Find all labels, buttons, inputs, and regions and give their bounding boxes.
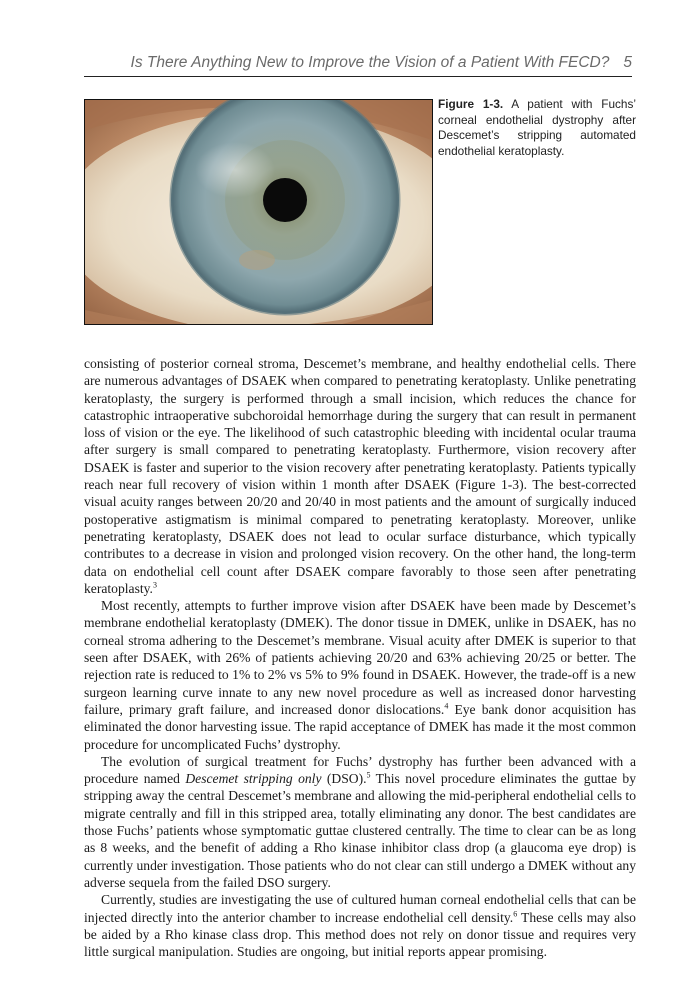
reference-3: 3: [152, 580, 157, 590]
paragraph-1: [84, 355, 636, 597]
paragraph-1-text: consisting of posterior corneal stroma, Descemet’s membrane, and healthy endothelial cells. There are numerous advantages of DSAEK when compared to penetrating keratoplasty. Unlike penetrating keratoplasty, the surgery is performed through a small incision, which reduces the chance for catastrophic intraoperative subchoroidal hemorrhage during the surgery that can result in permanent loss of vision or the eye. The likelihood of such catastrophic bleeding with incidental ocular trauma after surgery is small compared to penetrating keratoplasty. Furthermore, vision recovery after DSAEK is faster and superior to the vision recovery after penetrating keratoplasty. Patients typically reach near full recovery of vision within 1 month after DSAEK (Figure 1-3). The best-corrected visual acuity ranges between 20/20 and 20/40 in most patients and the amount of surgically induced postoperative astigmatism is minimal compared to penetrating keratoplasty. Moreover, unlike penetrating keratoplasty, DSAEK does not lead to ocular surface disturbance, which typically contributes to a decrease in vision and prolonged vision recovery. On the other hand, the long-term data on endothelial cell count after DSAEK compare favorably to those seen after penetrating keratoplasty.: [84, 356, 636, 596]
paragraph-3: [84, 753, 636, 891]
paragraph-4-end: These cells may also be aided by a Rho kinase class drop. This method does not rely on donor tissue and requires very little surgical manipulation. Studies are ongoing, but initial reports appear promising.: [84, 909, 636, 960]
eye-photograph: [84, 99, 433, 325]
reference-6: 6: [513, 908, 518, 918]
body-text: [84, 355, 636, 960]
paragraph-2-end: Eye bank donor acquisition has eliminated the donor harvesting issue. The rapid acceptance of DMEK has made it the most common procedure for uncomplicated Fuchs’ dystrophy.: [84, 701, 636, 752]
figure-caption-text: A patient with Fuchs’ corneal endothelial dystrophy after Descemet’s stripping automated endothelial keratoplasty.: [438, 97, 636, 158]
reference-5: 5: [366, 770, 371, 780]
paragraph-2-text: Most recently, attempts to further improve vision after DSAEK have been made by Descemet’s membrane endothelial keratoplasty (DMEK). The donor tissue in DMEK, unlike in DSAEK, has no corneal stroma adhering to the Descemet’s membrane. Visual acuity after DMEK is superior to that seen after DSAEK, with 26% of patients achieving 20/20 and 63% achieving 20/25 or better. The rejection rate is reduced to 1% to 2% vs 5% to 9% found in DSAEK. However, the trade-off is a new surgeon learning curve innate to any new novel procedure as well as increased donor harvesting failure, primary graft failure, and increased donor dislocations.: [84, 598, 636, 717]
reference-4: 4: [444, 701, 449, 711]
procedure-name: Descemet stripping only: [185, 771, 322, 787]
paragraph-3-mid: (DSO).: [321, 771, 367, 787]
paragraph-3-start: The evolution of surgical treatment for Fuchs’ dystrophy has further been advanced with a procedure named: [84, 753, 636, 787]
figure-label: Figure 1-3.: [438, 97, 504, 111]
paragraph-3-end: This novel procedure eliminates the guttae by stripping away the central Descemet’s membrane and allowing the mid-peripheral endothelial cells to migrate centrally and fill in this stripped area, totally eliminating any donor. The best candidates are those Fuchs’ patients whose symptomatic guttae clustered centrally. The time to clear can be as long as 8 weeks, and the benefit of adding a Rho kinase inhibitor class drop (a glaucoma eye drop) is currently under investigation. Those patients who do not clear can still undergo a DMEK without any adverse sequela from the failed DSO surgery.: [84, 771, 637, 890]
figure-caption: [438, 97, 636, 159]
paragraph-4: [84, 891, 636, 960]
running-title: Is There Anything New to Improve the Vision of a Patient With FECD?: [130, 54, 610, 71]
running-header: [84, 50, 632, 77]
page-number: 5: [623, 54, 632, 71]
paragraph-4-start: Currently, studies are investigating the use of cultured human corneal endothelial cells that can be injected directly into the anterior chamber to increase endothelial cell density.: [84, 892, 636, 925]
paragraph-2: [84, 597, 636, 753]
